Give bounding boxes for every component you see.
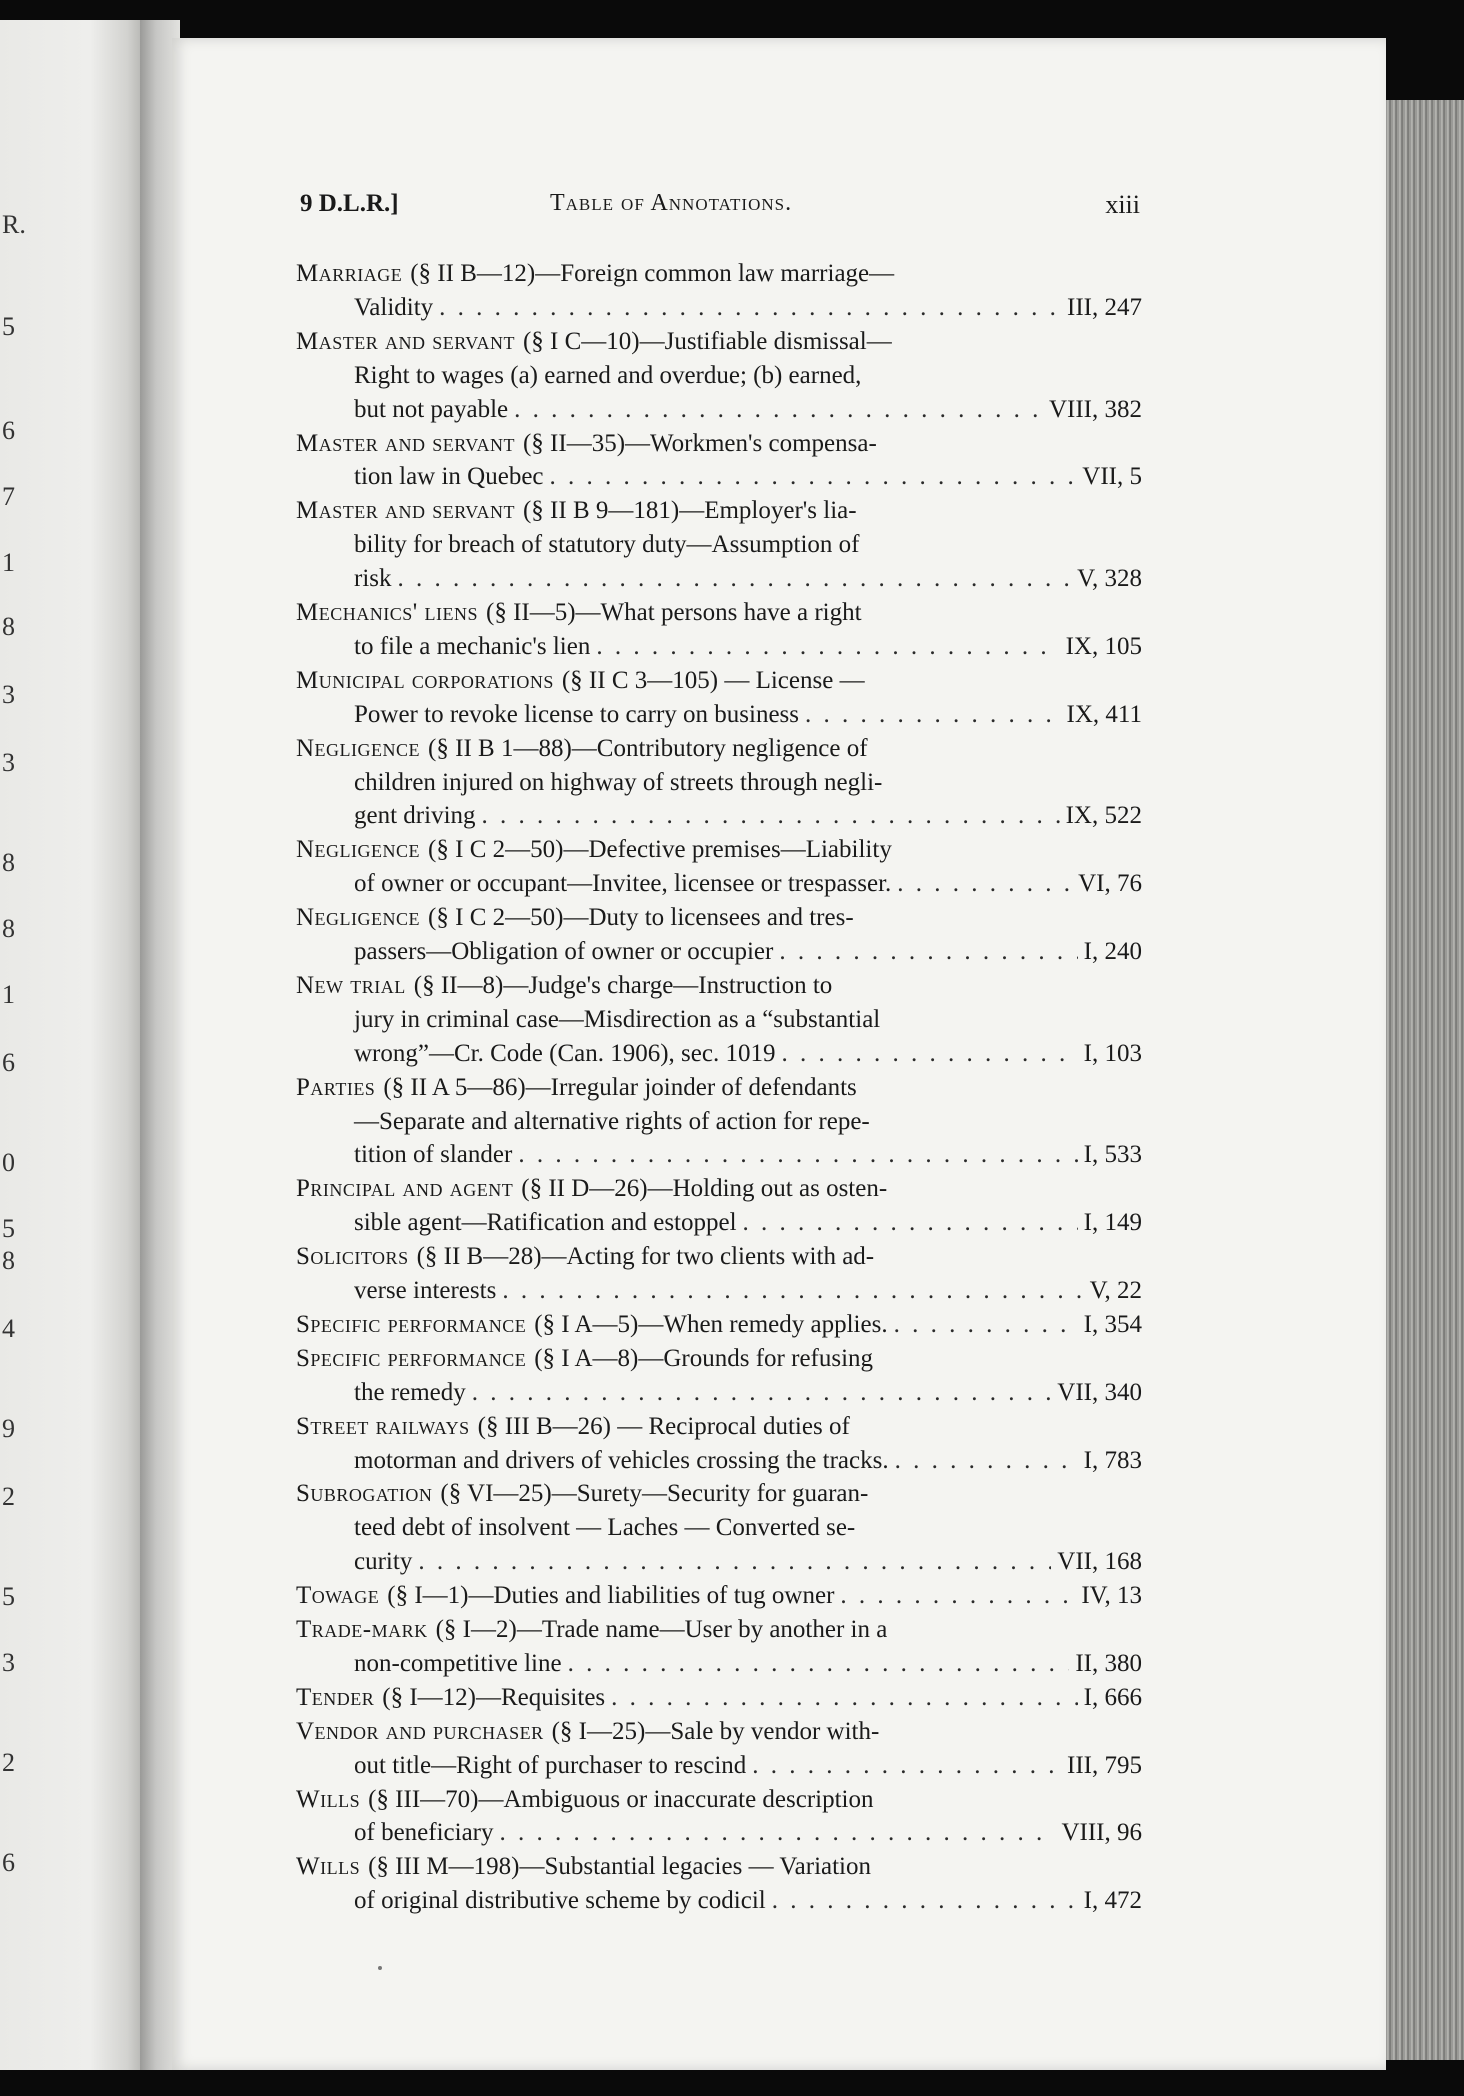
entry-text: (§ II D—26)—Holding out as osten- <box>521 1175 888 1203</box>
entry-heading-line <box>296 1309 1142 1341</box>
dot-leader <box>779 936 1077 968</box>
entry-line <box>354 563 1142 595</box>
entry-line <box>354 699 1142 731</box>
entry-text: wrong”—Cr. Code (Can. 1906), sec. 1019 <box>354 1039 776 1067</box>
margin-fragment: 0 <box>2 1148 15 1177</box>
entry-line <box>354 1445 1142 1477</box>
entry-line <box>354 1750 1142 1782</box>
dot-leader <box>611 1682 1078 1714</box>
volume-page-reference: II, 380 <box>1075 1649 1142 1677</box>
margin-fragment: 7 <box>2 482 15 511</box>
margin-fragment: 3 <box>2 748 15 777</box>
entry-heading-line <box>296 428 877 460</box>
entry-subject: Negligence <box>296 904 421 932</box>
margin-fragment: 8 <box>2 848 15 877</box>
entry-text: Power to revoke license to carry on business <box>354 700 800 728</box>
entry-text: Validity <box>354 293 434 321</box>
margin-fragment: 3 <box>2 680 15 709</box>
dot-leader <box>743 1207 1078 1239</box>
entry-text: (§ I—12)—Requisites <box>382 1683 606 1711</box>
entry-text: (§ I—25)—Sale by vendor with- <box>551 1717 880 1745</box>
volume-page-reference: IX, 522 <box>1065 802 1142 830</box>
entry-text: (§ I C 2—50)—Defective premises—Liability <box>428 836 892 864</box>
page-title: Table of Annotations. <box>550 190 793 216</box>
margin-fragment: 5 <box>2 1582 15 1611</box>
entry-subject: Principal and agent <box>296 1175 514 1203</box>
entry-heading-line <box>296 1580 1142 1612</box>
entry-heading-line <box>296 1784 874 1816</box>
dot-leader <box>550 461 1077 493</box>
entry-text: gent driving <box>354 802 476 830</box>
dot-leader <box>894 1309 1078 1341</box>
volume-page-reference: III, 795 <box>1067 1751 1142 1779</box>
entry-text: risk <box>354 565 392 593</box>
volume-page-reference: I, 666 <box>1083 1683 1142 1711</box>
entry-heading-line <box>296 1614 887 1646</box>
entry-heading-line <box>296 1851 871 1883</box>
volume-page-reference: IX, 105 <box>1065 632 1142 660</box>
entry-line <box>354 1885 1142 1917</box>
dot-leader <box>596 631 1059 663</box>
entry-text: (§ II A 5—86)—Irregular joinder of defendants <box>383 1073 857 1101</box>
margin-fragment: 6 <box>2 416 15 445</box>
entry-text: (§ III B—26) — Reciprocal duties of <box>477 1412 850 1440</box>
entry-text: Right to wages (a) earned and overdue; (b) earned, <box>354 361 862 389</box>
dot-leader <box>398 563 1072 595</box>
dot-leader <box>500 1817 1056 1849</box>
entry-subject: Specific performance <box>296 1310 527 1338</box>
running-header <box>300 190 1140 230</box>
volume-page-reference: I, 783 <box>1083 1446 1142 1474</box>
margin-fragment: 8 <box>2 1246 15 1275</box>
entry-text: (§ I C—10)—Justifiable dismissal— <box>522 327 892 355</box>
entry-line <box>354 529 859 561</box>
entry-text: (§ II B 1—88)—Contributory negligence of <box>428 734 868 762</box>
volume-page-reference: VI, 76 <box>1078 870 1142 898</box>
entry-text: (§ II B—28)—Acting for two clients with ad- <box>416 1243 875 1271</box>
entry-text: motorman and drivers of vehicles crossing the tracks. <box>354 1446 889 1474</box>
entry-text: (§ I A—5)—When remedy applies. <box>534 1310 888 1338</box>
dot-leader <box>502 1275 1083 1307</box>
entry-subject: Towage <box>296 1582 380 1610</box>
entry-line <box>354 868 1142 900</box>
entry-heading-line <box>296 970 832 1002</box>
entry-text: to file a mechanic's lien <box>354 632 591 660</box>
entry-subject: Trade-mark <box>296 1616 428 1643</box>
entry-text: (§ II—5)—What persons have a right <box>486 599 862 626</box>
margin-fragment: R. <box>2 210 26 239</box>
entry-text: (§ III—70)—Ambiguous or inaccurate description <box>368 1785 874 1813</box>
entry-heading-line <box>296 733 868 765</box>
volume-page-reference: I, 149 <box>1083 1209 1142 1237</box>
entry-text: out title—Right of purchaser to rescind <box>354 1751 747 1779</box>
margin-fragment: 3 <box>2 1648 15 1677</box>
volume-page-reference: IV, 13 <box>1081 1582 1142 1610</box>
dot-leader <box>772 1885 1078 1917</box>
entry-line <box>354 800 1142 832</box>
page-stack-edge <box>1386 100 1464 2060</box>
entry-subject: Mechanics' liens <box>296 599 478 626</box>
entry-text: (§ I A—8)—Grounds for refusing <box>534 1344 874 1372</box>
entry-text: jury in criminal case—Misdirection as a “substantial <box>354 1005 881 1033</box>
entry-heading-line <box>296 326 892 358</box>
volume-page-reference: III, 247 <box>1067 293 1142 321</box>
margin-fragment: 6 <box>2 1848 15 1877</box>
entry-heading-line <box>296 1173 887 1205</box>
entry-text: bility for breach of statutory duty—Assumption of <box>354 531 860 559</box>
volume-page-reference: I, 533 <box>1083 1141 1142 1169</box>
margin-fragment: 8 <box>2 914 15 943</box>
margin-fragment: 4 <box>2 1314 15 1343</box>
dot-leader <box>752 1750 1061 1782</box>
entry-text: teed debt of insolvent — Laches — Converted se- <box>354 1514 856 1542</box>
entry-subject: Wills <box>296 1853 361 1881</box>
entry-line <box>354 1106 870 1138</box>
entry-line <box>354 1648 1142 1680</box>
entry-heading-line <box>296 1411 850 1443</box>
entry-heading-line <box>296 597 862 629</box>
entry-heading-line <box>296 834 892 866</box>
entry-text: of original distributive scheme by codicil <box>354 1887 766 1915</box>
entry-text: curity <box>354 1548 413 1576</box>
margin-fragment: 6 <box>2 1048 15 1077</box>
entry-subject: Municipal corporations <box>296 666 554 694</box>
volume-page-reference: VIII, 96 <box>1061 1819 1142 1847</box>
margin-fragment: 5 <box>2 1214 15 1243</box>
entry-text: tition of slander <box>354 1141 513 1169</box>
volume-label: 9 D.L.R.] <box>300 190 399 217</box>
entry-text: sible agent—Ratification and estoppel <box>354 1209 737 1237</box>
entry-text: (§ II B—12)—Foreign common law marriage— <box>410 260 895 287</box>
dot-leader <box>418 1546 1051 1578</box>
entry-text: (§ I—2)—Trade name—User by another in a <box>435 1616 888 1643</box>
dot-leader <box>568 1648 1070 1680</box>
facing-page-edge <box>0 20 150 2070</box>
dot-leader <box>482 800 1060 832</box>
entry-heading-line <box>296 1343 873 1375</box>
volume-page-reference: VII, 168 <box>1057 1548 1142 1576</box>
margin-fragment: 1 <box>2 980 15 1009</box>
dot-leader <box>840 1580 1075 1612</box>
entry-text: of owner or occupant—Invitee, licensee or trespasser. <box>354 870 892 898</box>
entry-subject: Subrogation <box>296 1480 433 1508</box>
dot-leader <box>514 394 1043 426</box>
entry-line <box>354 936 1142 968</box>
dot-leader <box>895 1445 1078 1477</box>
volume-page-reference: IX, 411 <box>1066 700 1142 728</box>
entry-heading-line <box>296 1716 879 1748</box>
margin-fragment: 1 <box>2 548 15 577</box>
paper-speck <box>378 1966 382 1970</box>
margin-fragment: 9 <box>2 1414 15 1443</box>
entry-text: passers—Obligation of owner or occupier <box>354 938 774 965</box>
entry-heading-line <box>296 902 854 934</box>
entry-line <box>354 1275 1142 1307</box>
volume-page-reference: I, 103 <box>1083 1039 1142 1067</box>
entry-text: but not payable <box>354 395 509 423</box>
entry-heading-line <box>296 1072 857 1104</box>
entry-subject: Wills <box>296 1785 361 1813</box>
volume-page-reference: VIII, 382 <box>1048 395 1142 423</box>
dot-leader <box>781 1038 1077 1070</box>
entry-text: verse interests <box>354 1277 497 1304</box>
entry-line <box>354 292 1142 324</box>
entry-heading-line <box>296 1682 1142 1714</box>
entry-subject: Marriage <box>296 260 403 287</box>
entry-text: (§ II—35)—Workmen's compensa- <box>522 429 877 457</box>
dot-leader <box>897 868 1072 900</box>
entry-text: (§ III M—198)—Substantial legacies — Variation <box>368 1853 871 1881</box>
entry-subject: Master and servant <box>296 327 515 355</box>
entry-text: (§ I—1)—Duties and liabilities of tug owner <box>387 1582 835 1610</box>
dot-leader <box>518 1139 1077 1171</box>
margin-fragment: 8 <box>2 612 15 641</box>
margin-fragment: 2 <box>2 1482 15 1511</box>
entry-subject: Negligence <box>296 836 421 864</box>
entry-subject: Tender <box>296 1683 375 1711</box>
entry-text: (§ I C 2—50)—Duty to licensees and tres- <box>428 904 854 932</box>
entry-line <box>354 1512 855 1544</box>
volume-page-reference: I, 354 <box>1083 1310 1142 1338</box>
entry-line <box>354 1207 1142 1239</box>
entry-text: tion law in Quebec <box>354 463 544 491</box>
entry-line <box>354 1377 1142 1409</box>
margin-fragment: 2 <box>2 1748 15 1777</box>
dot-leader <box>439 292 1061 324</box>
volume-page-reference: V, 328 <box>1077 565 1142 593</box>
volume-page-reference: V, 22 <box>1089 1277 1142 1304</box>
entry-text: (§ II B 9—181)—Employer's lia- <box>522 497 857 525</box>
entry-line <box>354 461 1142 493</box>
entry-subject: Street railways <box>296 1412 470 1440</box>
entry-subject: Parties <box>296 1073 376 1101</box>
entry-heading-line <box>296 665 865 697</box>
entry-text: (§ II C 3—105) — License — <box>561 666 865 694</box>
entry-line <box>354 394 1142 426</box>
volume-page-reference: I, 240 <box>1083 938 1142 965</box>
entry-subject: New trial <box>296 971 406 999</box>
entry-text: non-competitive line <box>354 1649 562 1677</box>
entry-heading-line <box>296 258 894 290</box>
entry-subject: Master and servant <box>296 429 515 457</box>
entry-heading-line <box>296 495 857 527</box>
entry-subject: Specific performance <box>296 1344 527 1372</box>
volume-page-reference: VII, 5 <box>1082 463 1142 491</box>
entry-text: (§ VI—25)—Surety—Security for guaran- <box>440 1480 869 1508</box>
entry-subject: Master and servant <box>296 497 515 525</box>
page-number: xiii <box>1105 190 1140 219</box>
entry-text: the remedy <box>354 1378 466 1406</box>
entry-heading-line <box>296 1478 868 1510</box>
entry-subject: Negligence <box>296 734 421 762</box>
entry-text: —Separate and alternative rights of action for repe- <box>354 1107 870 1135</box>
entry-text: (§ II—8)—Judge's charge—Instruction to <box>413 971 833 999</box>
entry-text: children injured on highway of streets through negli- <box>354 768 883 796</box>
entry-line <box>354 631 1142 663</box>
dot-leader <box>805 699 1061 731</box>
entry-text: of beneficiary <box>354 1819 494 1847</box>
entry-line <box>354 1139 1142 1171</box>
entry-subject: Vendor and purchaser <box>296 1717 544 1745</box>
entry-line <box>354 1546 1142 1578</box>
volume-page-reference: I, 472 <box>1083 1887 1142 1915</box>
entry-line <box>354 360 861 392</box>
margin-fragment: 5 <box>2 312 15 341</box>
entry-line <box>354 767 882 799</box>
entry-line <box>354 1004 880 1036</box>
entry-line <box>354 1038 1142 1070</box>
entry-subject: Solicitors <box>296 1243 409 1271</box>
volume-page-reference: VII, 340 <box>1057 1378 1142 1406</box>
entry-line <box>354 1817 1142 1849</box>
entry-heading-line <box>296 1241 874 1273</box>
dot-leader <box>472 1377 1052 1409</box>
